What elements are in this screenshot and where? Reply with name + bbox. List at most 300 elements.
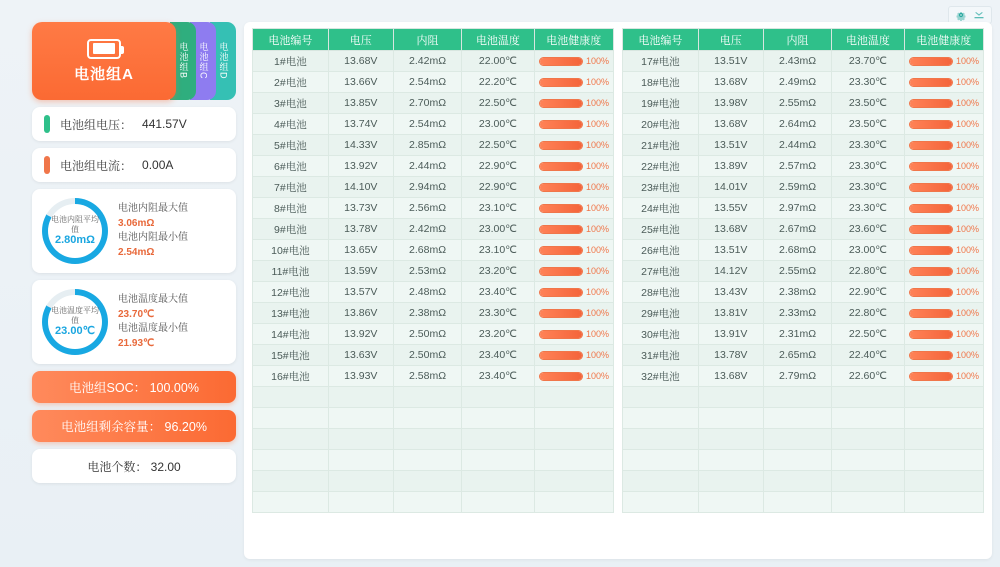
table-row[interactable] [623,135,984,156]
column-header-left-4[interactable]: 电池健康度 [534,29,613,51]
battery-voltage: 13.78V [328,219,393,240]
battery-health [904,240,983,261]
health-bar [539,183,583,192]
empty-cell [832,387,904,408]
battery-id: 26#电池 [623,240,699,261]
battery-id: 16#电池 [253,366,329,387]
battery-temperature: 23.50℃ [832,93,904,114]
empty-cell [623,408,699,429]
battery-health [534,240,613,261]
pack-tab-active-label: 电池组A [74,65,134,83]
pack-voltage-card [32,107,236,141]
empty-cell [623,387,699,408]
battery-id: 27#电池 [623,261,699,282]
empty-cell [763,471,832,492]
temperature-stats [118,293,188,351]
table-row[interactable] [253,366,614,387]
column-header-right-1[interactable]: 电压 [698,29,763,51]
sidebar [8,22,236,559]
empty-cell [623,429,699,450]
resistance-card [32,189,236,273]
battery-resistance: 2.50mΩ [393,324,462,345]
empty-cell [904,450,983,471]
temperature-min-value: 21.93℃ [118,337,155,349]
battery-temperature: 23.30℃ [832,135,904,156]
battery-resistance: 2.57mΩ [763,156,832,177]
empty-cell [832,429,904,450]
battery-resistance: 2.56mΩ [393,198,462,219]
table-row[interactable] [623,219,984,240]
battery-health [904,51,983,72]
battery-voltage: 14.10V [328,177,393,198]
empty-cell [763,429,832,450]
battery-health [534,324,613,345]
column-header-right-4[interactable]: 电池健康度 [904,29,983,51]
table-row[interactable] [623,93,984,114]
table-row-empty [623,408,984,429]
battery-id: 21#电池 [623,135,699,156]
battery-health [904,345,983,366]
battery-resistance: 2.55mΩ [763,93,832,114]
table-row[interactable] [623,198,984,219]
health-bar [909,183,953,192]
battery-id: 23#电池 [623,177,699,198]
temperature-max-value: 23.70℃ [118,308,155,320]
battery-voltage: 13.68V [698,366,763,387]
empty-cell [904,408,983,429]
empty-cell [328,492,393,513]
empty-cell [832,450,904,471]
battery-voltage: 13.68V [328,51,393,72]
battery-temperature: 23.30℃ [832,198,904,219]
battery-health [904,261,983,282]
health-percent: 100% [585,119,609,129]
battery-voltage: 13.51V [698,240,763,261]
battery-id: 30#电池 [623,324,699,345]
voltage-indicator [44,115,50,133]
battery-voltage: 14.33V [328,135,393,156]
table-row[interactable] [253,282,614,303]
resistance-max-label: 电池内阻最大值 [118,203,188,214]
battery-temperature: 22.20℃ [462,72,534,93]
battery-health [904,198,983,219]
health-percent: 100% [585,182,609,192]
empty-cell [832,408,904,429]
battery-voltage: 14.12V [698,261,763,282]
health-percent: 100% [585,140,609,150]
empty-cell [763,450,832,471]
health-percent: 100% [585,308,609,318]
battery-id: 19#电池 [623,93,699,114]
empty-cell [534,408,613,429]
battery-id: 31#电池 [623,345,699,366]
table-row[interactable] [253,51,614,72]
battery-voltage: 13.66V [328,72,393,93]
battery-voltage: 13.65V [328,240,393,261]
battery-resistance: 2.55mΩ [763,261,832,282]
health-bar [539,372,583,381]
empty-cell [904,429,983,450]
battery-health [904,72,983,93]
table-row[interactable] [253,261,614,282]
health-percent: 100% [585,287,609,297]
table-row[interactable] [253,177,614,198]
battery-temperature: 23.20℃ [462,324,534,345]
battery-voltage: 13.59V [328,261,393,282]
battery-table-left [252,28,614,513]
empty-cell [253,450,329,471]
empty-cell [904,471,983,492]
health-percent: 100% [955,266,979,276]
battery-temperature: 23.40℃ [462,282,534,303]
battery-health [534,198,613,219]
pack-soc-banner: 电池组SOC： 100.00% [32,371,236,403]
battery-id: 29#电池 [623,303,699,324]
table-row-empty [253,387,614,408]
health-percent: 100% [955,203,979,213]
current-indicator [44,156,50,174]
battery-id: 2#电池 [253,72,329,93]
battery-voltage: 13.68V [698,72,763,93]
table-row[interactable] [253,198,614,219]
battery-temperature: 23.00℃ [462,114,534,135]
battery-health [534,135,613,156]
battery-resistance: 2.94mΩ [393,177,462,198]
battery-id: 3#电池 [253,93,329,114]
temperature-ring [42,289,108,355]
battery-health [904,282,983,303]
battery-resistance: 2.49mΩ [763,72,832,93]
battery-voltage: 13.68V [698,114,763,135]
health-percent: 100% [585,56,609,66]
health-bar [539,309,583,318]
minimize-icon[interactable] [973,9,985,21]
empty-cell [698,429,763,450]
battery-resistance: 2.50mΩ [393,345,462,366]
battery-id: 12#电池 [253,282,329,303]
empty-cell [462,450,534,471]
table-row[interactable] [623,72,984,93]
battery-health [534,366,613,387]
pack-voltage-label: 电池组电压： [60,117,133,132]
battery-voltage: 13.89V [698,156,763,177]
health-percent: 100% [585,350,609,360]
health-bar [909,246,953,255]
resistance-ring-value: 2.80mΩ [54,233,95,246]
resistance-min-value: 2.54mΩ [118,246,155,258]
health-bar [539,288,583,297]
battery-health [534,51,613,72]
column-header-left-1[interactable]: 电压 [328,29,393,51]
column-header-right-2[interactable]: 内阻 [763,29,832,51]
empty-cell [698,492,763,513]
pack-current-label: 电池组电流： [60,158,133,173]
battery-id: 25#电池 [623,219,699,240]
column-header-right-0[interactable]: 电池编号 [623,29,699,51]
battery-temperature: 23.00℃ [462,219,534,240]
battery-voltage: 13.78V [698,345,763,366]
table-row[interactable] [623,114,984,135]
health-percent: 100% [955,161,979,171]
battery-voltage: 13.86V [328,303,393,324]
battery-resistance: 2.59mΩ [763,177,832,198]
empty-cell [328,450,393,471]
battery-health [534,261,613,282]
health-percent: 100% [955,98,979,108]
table-row-empty [253,450,614,471]
health-percent: 100% [585,266,609,276]
health-bar [539,246,583,255]
temperature-card [32,280,236,364]
empty-cell [393,450,462,471]
pack-current-card [32,148,236,182]
pack-voltage-value: 441.57V [142,117,187,131]
health-percent: 100% [955,140,979,150]
pack-current-value: 0.00A [142,158,174,172]
empty-cell [253,408,329,429]
health-bar [909,288,953,297]
table-row[interactable] [253,303,614,324]
pack-tab-b[interactable]: 电池组B [170,22,196,100]
pack-tab-active[interactable] [32,22,176,100]
battery-icon [87,39,121,59]
health-bar [539,351,583,360]
table-row[interactable] [253,72,614,93]
battery-temperature: 22.80℃ [832,303,904,324]
health-bar [909,330,953,339]
battery-voltage: 13.98V [698,93,763,114]
resistance-ring-label: 电池内阻平均值 [51,215,99,234]
battery-id: 24#电池 [623,198,699,219]
battery-voltage: 13.63V [328,345,393,366]
table-row[interactable] [623,345,984,366]
table-row[interactable] [253,240,614,261]
column-header-left-0[interactable]: 电池编号 [253,29,329,51]
battery-temperature: 22.60℃ [832,366,904,387]
battery-resistance: 2.44mΩ [393,156,462,177]
battery-temperature: 23.10℃ [462,240,534,261]
battery-id: 4#电池 [253,114,329,135]
health-percent: 100% [585,98,609,108]
column-header-left-2[interactable]: 内阻 [393,29,462,51]
health-bar [909,351,953,360]
battery-resistance: 2.53mΩ [393,261,462,282]
battery-id: 32#电池 [623,366,699,387]
battery-resistance: 2.48mΩ [393,282,462,303]
battery-health [534,93,613,114]
empty-cell [763,387,832,408]
empty-cell [534,471,613,492]
health-percent: 100% [585,77,609,87]
battery-id: 5#电池 [253,135,329,156]
table-row[interactable] [253,219,614,240]
pack-tab-d[interactable]: 电池组D [210,22,236,100]
battery-resistance: 2.44mΩ [763,135,832,156]
battery-temperature: 23.10℃ [462,198,534,219]
battery-voltage: 13.81V [698,303,763,324]
battery-health [904,324,983,345]
battery-voltage: 13.55V [698,198,763,219]
battery-resistance: 2.33mΩ [763,303,832,324]
table-row[interactable] [253,324,614,345]
empty-cell [623,450,699,471]
empty-cell [328,429,393,450]
battery-temperature: 22.40℃ [832,345,904,366]
empty-cell [763,408,832,429]
empty-cell [904,387,983,408]
battery-health [534,156,613,177]
table-row[interactable] [623,240,984,261]
table-row[interactable] [623,51,984,72]
battery-voltage: 13.92V [328,324,393,345]
battery-health [904,135,983,156]
pack-tabs[interactable] [32,22,236,100]
health-percent: 100% [955,56,979,66]
empty-cell [253,387,329,408]
table-row[interactable] [623,261,984,282]
health-percent: 100% [955,308,979,318]
battery-temperature: 23.30℃ [832,156,904,177]
battery-voltage: 13.92V [328,156,393,177]
health-bar [539,204,583,213]
battery-id: 17#电池 [623,51,699,72]
table-row-empty [623,387,984,408]
health-bar [539,330,583,339]
battery-resistance: 2.65mΩ [763,345,832,366]
pack-capacity-banner: 电池组剩余容量： 96.20% [32,410,236,442]
empty-cell [328,408,393,429]
battery-count-card: 电池个数： 32.00 [32,449,236,483]
column-header-right-3[interactable]: 电池温度 [832,29,904,51]
column-header-left-3[interactable]: 电池温度 [462,29,534,51]
table-row-empty [253,429,614,450]
health-percent: 100% [585,224,609,234]
health-bar [909,267,953,276]
empty-cell [623,492,699,513]
empty-cell [462,387,534,408]
battery-resistance: 2.85mΩ [393,135,462,156]
battery-table-right-wrap [622,28,984,551]
empty-cell [393,408,462,429]
health-percent: 100% [955,182,979,192]
battery-temperature: 22.80℃ [832,261,904,282]
battery-temperature: 23.50℃ [832,114,904,135]
battery-voltage: 13.51V [698,51,763,72]
battery-tables-panel [244,22,992,559]
battery-resistance: 2.64mΩ [763,114,832,135]
health-percent: 100% [955,224,979,234]
empty-cell [534,450,613,471]
battery-voltage: 13.51V [698,135,763,156]
empty-cell [534,429,613,450]
temperature-ring-value: 23.00℃ [55,324,95,337]
table-row[interactable] [253,345,614,366]
empty-cell [253,471,329,492]
table-row-empty [253,471,614,492]
battery-resistance: 2.43mΩ [763,51,832,72]
main-layout [0,22,1000,567]
battery-health [534,282,613,303]
battery-resistance: 2.68mΩ [763,240,832,261]
battery-resistance: 2.38mΩ [393,303,462,324]
table-row[interactable] [253,156,614,177]
battery-voltage: 13.73V [328,198,393,219]
table-row[interactable] [253,135,614,156]
health-percent: 100% [955,287,979,297]
table-row[interactable] [623,303,984,324]
battery-resistance: 2.68mΩ [393,240,462,261]
temperature-ring-label: 电池温度平均值 [51,306,99,325]
battery-id: 11#电池 [253,261,329,282]
battery-health [904,177,983,198]
health-bar [909,78,953,87]
health-bar [909,99,953,108]
table-row-empty [623,471,984,492]
resistance-stats [118,202,188,260]
battery-temperature: 22.50℃ [462,135,534,156]
empty-cell [328,387,393,408]
battery-temperature: 23.00℃ [832,240,904,261]
battery-id: 8#电池 [253,198,329,219]
health-percent: 100% [955,371,979,381]
table-row[interactable] [253,93,614,114]
empty-cell [832,492,904,513]
pack-tab-c[interactable]: 电池组C [190,22,216,100]
empty-cell [393,471,462,492]
battery-resistance: 2.67mΩ [763,219,832,240]
battery-temperature: 22.90℃ [462,156,534,177]
table-row-empty [623,450,984,471]
table-row[interactable] [623,282,984,303]
battery-id: 13#电池 [253,303,329,324]
battery-health [534,303,613,324]
battery-health [904,156,983,177]
empty-cell [832,471,904,492]
health-bar [539,120,583,129]
battery-voltage: 14.01V [698,177,763,198]
battery-id: 28#电池 [623,282,699,303]
battery-id: 7#电池 [253,177,329,198]
health-percent: 100% [585,161,609,171]
battery-id: 1#电池 [253,51,329,72]
battery-temperature: 23.40℃ [462,366,534,387]
battery-temperature: 23.40℃ [462,345,534,366]
battery-resistance: 2.54mΩ [393,72,462,93]
table-row[interactable] [623,324,984,345]
table-row[interactable] [623,177,984,198]
battery-health [534,219,613,240]
settings-icon[interactable] [955,9,967,21]
battery-id: 20#电池 [623,114,699,135]
battery-temperature: 22.00℃ [462,51,534,72]
empty-cell [763,492,832,513]
battery-resistance: 2.38mΩ [763,282,832,303]
resistance-min-label: 电池内阻最小值 [118,232,188,243]
battery-id: 6#电池 [253,156,329,177]
health-percent: 100% [955,245,979,255]
battery-id: 22#电池 [623,156,699,177]
table-row[interactable] [623,156,984,177]
empty-cell [534,387,613,408]
battery-temperature: 23.20℃ [462,261,534,282]
battery-temperature: 23.70℃ [832,51,904,72]
table-row[interactable] [253,114,614,135]
battery-temperature: 23.30℃ [832,177,904,198]
table-row-empty [253,492,614,513]
table-row[interactable] [623,366,984,387]
battery-resistance: 2.58mΩ [393,366,462,387]
health-bar [909,141,953,150]
